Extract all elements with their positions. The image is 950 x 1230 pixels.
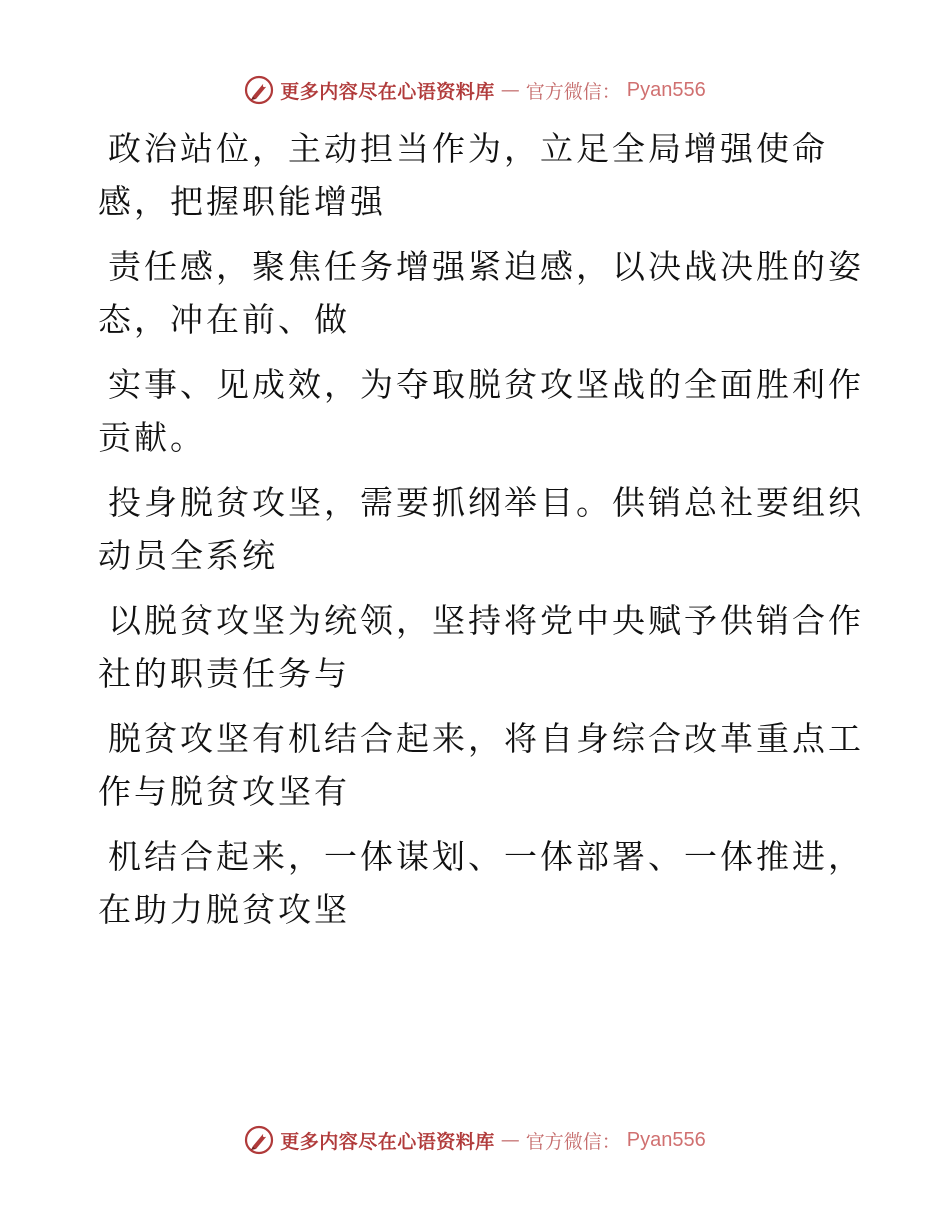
paragraph-line: 政治站位，主动担当作为，立足全局增强使命 <box>108 129 828 168</box>
header-banner <box>0 70 950 110</box>
footer-banner-text: 更多内容尽在心语资料库 <box>280 1130 495 1153</box>
header-banner-text: 更多内容尽在心语资料库 <box>280 80 495 103</box>
paragraph-line: 机结合起来，一体谋划、一体部署、一体推进， <box>108 837 864 876</box>
footer-banner-content <box>244 1125 706 1155</box>
header-wechat-label: 官方微信： <box>525 80 621 103</box>
document-body <box>98 122 864 948</box>
paragraph-line: 社的职责任务与 <box>98 654 350 693</box>
paragraph-line: 态，冲在前、做 <box>98 300 350 339</box>
header-banner-separator: — <box>500 79 520 101</box>
footer-wechat-label: 官方微信： <box>525 1130 621 1153</box>
pen-logo-icon <box>244 1125 274 1155</box>
paragraph-4 <box>98 476 864 582</box>
paragraph-line: 作与脱贫攻坚有 <box>98 772 350 811</box>
paragraph-line: 动员全系统 <box>98 536 278 575</box>
footer-wechat-id: Pyan556 <box>626 1128 706 1151</box>
header-banner-content <box>244 75 706 105</box>
paragraph-line: 责任感，聚焦任务增强紧迫感，以决战决胜的姿 <box>108 247 864 286</box>
paragraph-7 <box>98 830 864 936</box>
paragraph-line: 在助力脱贫攻坚 <box>98 890 350 929</box>
paragraph-1 <box>98 122 838 228</box>
paragraph-line: 投身脱贫攻坚，需要抓纲举目。供销总社要组织 <box>108 483 864 522</box>
paragraph-3 <box>98 358 864 464</box>
paragraph-line: 感，把握职能增强 <box>98 182 386 221</box>
header-wechat-id: Pyan556 <box>626 78 706 101</box>
footer-banner <box>0 1120 950 1160</box>
footer-banner-separator: — <box>500 1129 520 1151</box>
paragraph-5 <box>98 594 864 700</box>
paragraph-line: 实事、见成效，为夺取脱贫攻坚战的全面胜利作 <box>108 365 864 404</box>
paragraph-line: 脱贫攻坚有机结合起来，将自身综合改革重点工 <box>108 719 864 758</box>
paragraph-line: 以脱贫攻坚为统领，坚持将党中央赋予供销合作 <box>108 601 864 640</box>
pen-logo-icon <box>244 75 274 105</box>
paragraph-2 <box>98 240 864 346</box>
paragraph-line: 贡献。 <box>98 418 206 457</box>
paragraph-6 <box>98 712 864 818</box>
